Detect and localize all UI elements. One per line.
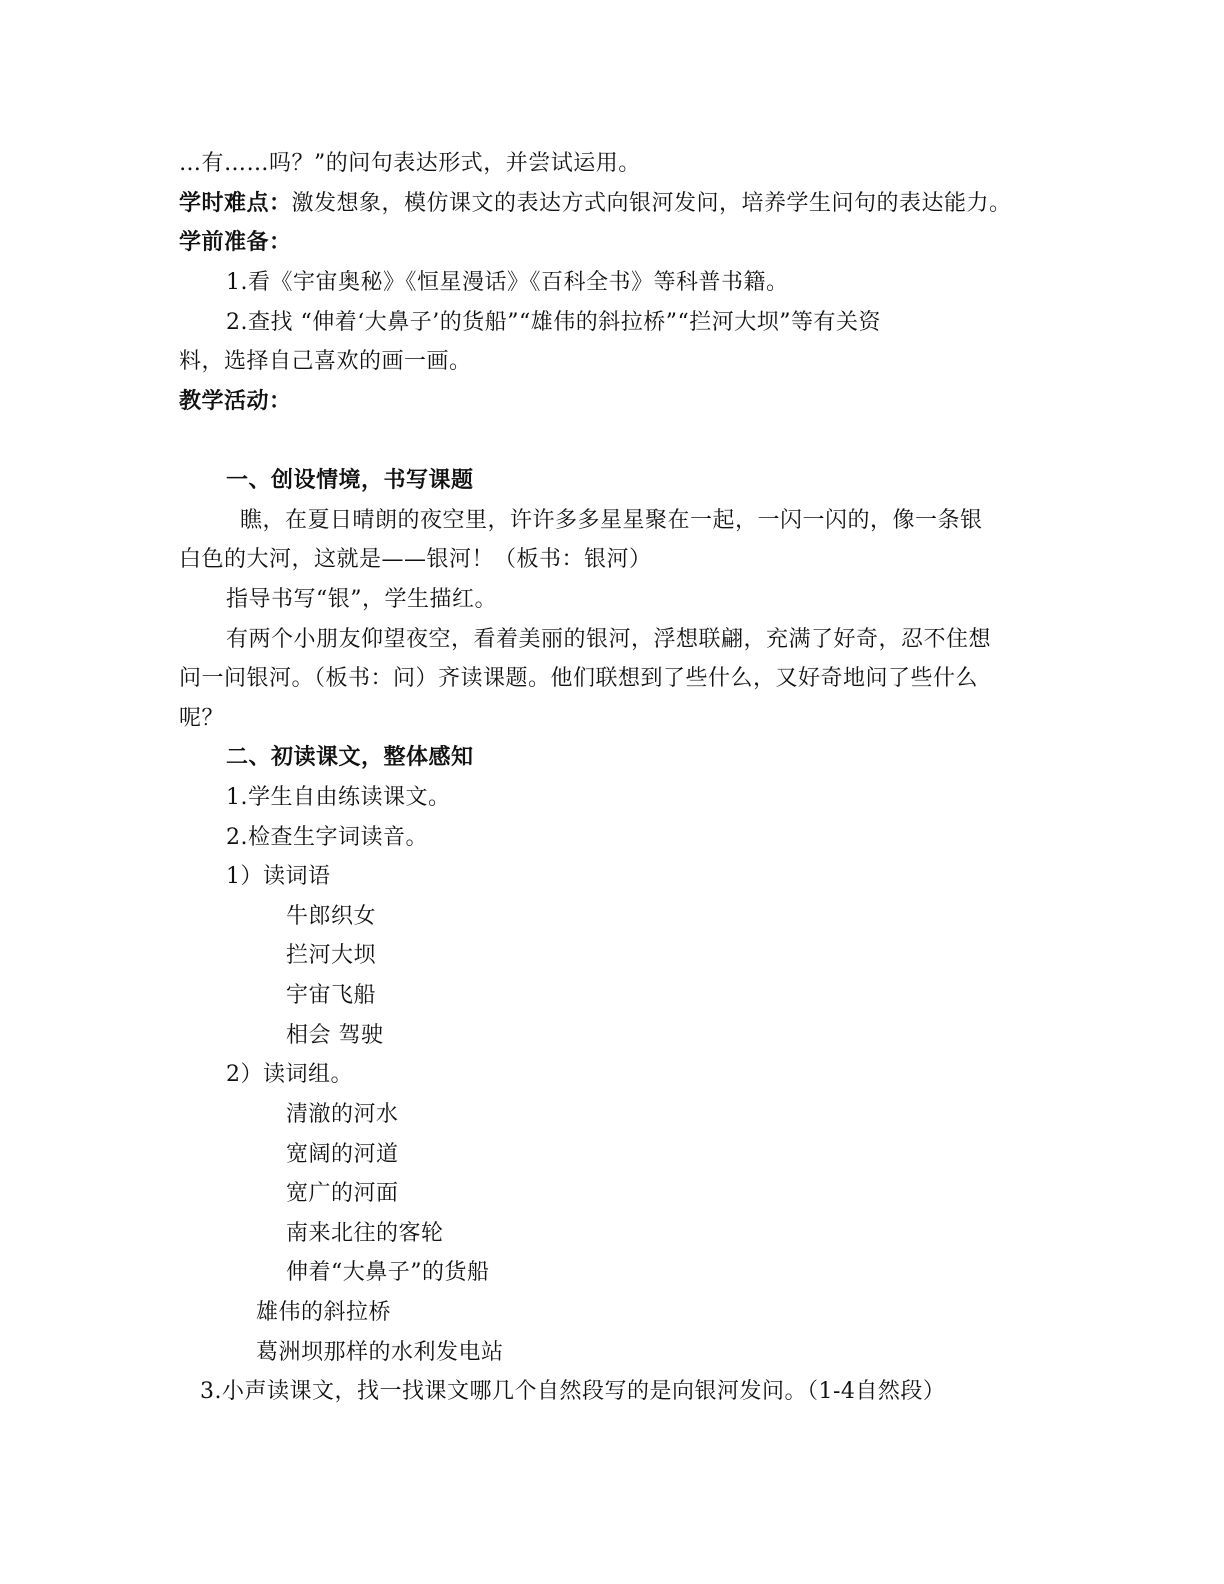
preparation-heading: 学前准备： [179,230,292,255]
list-item: 2.检查生字词读音。 [226,825,428,850]
difficulty-text: 激发想象，模仿课文的表达方式向银河发问，培养学生问句的表达能力。 [291,191,1012,216]
preparation-item-2-cont: 料，选择自己喜欢的画一画。 [179,349,472,374]
difficulty-label: 学时难点： [179,191,292,216]
preparation-item-2: 2.查找 “伸着‘大鼻子’的货船”“雄伟的斜拉桥”“拦河大坝”等有关资 [226,310,881,335]
section-1-heading: 一、创设情境，书写课题 [226,468,474,493]
phrase-item: 宽阔的河道 [286,1142,399,1167]
phrase-item: 伸着“大鼻子”的货船 [286,1260,490,1285]
paragraph-line: 呢？ [179,706,225,731]
phrase-item: 雄伟的斜拉桥 [256,1300,392,1325]
word-item: 拦河大坝 [286,943,377,968]
phrase-item: 清澈的河水 [286,1102,399,1127]
phrase-item: 南来北往的客轮 [286,1221,444,1246]
activities-heading: 教学活动： [179,389,292,414]
preparation-item-1: 1.看《宇宙奥秘》《恒星漫话》《百科全书》等科普书籍。 [226,270,789,295]
word-item: 牛郎织女 [286,904,377,929]
list-item: 3.小声读课文，找一找课文哪几个自然段写的是向银河发问。（1-4自然段） [200,1379,946,1404]
list-item: 1.学生自由练读课文。 [226,785,451,810]
paragraph-line: 问一问银河。（板书：问）齐读课题。他们联想到了些什么，又好奇地问了些什么 [179,666,979,691]
list-item: 2）读词组。 [226,1062,353,1087]
text-line-1: …有……吗？”的问句表达形式，并尝试运用。 [179,151,641,176]
paragraph-line: 瞧，在夏日晴朗的夜空里，许许多多星星聚在一起，一闪一闪的，像一条银 [240,508,983,533]
word-item: 相会 驾驶 [286,1023,384,1048]
section-2-heading: 二、初读课文，整体感知 [226,745,474,770]
word-item: 宇宙飞船 [286,983,377,1008]
phrase-item: 宽广的河面 [286,1181,399,1206]
paragraph-line: 白色的大河，这就是——银河！（板书：银河） [179,547,652,572]
difficulty-line [179,189,1012,219]
paragraph-line: 指导书写“银”，学生描红。 [226,587,497,612]
list-item: 1）读词语 [226,864,331,889]
phrase-item: 葛洲坝那样的水利发电站 [256,1340,504,1365]
paragraph-line: 有两个小朋友仰望夜空，看着美丽的银河，浮想联翩，充满了好奇，忍不住想 [226,627,992,652]
